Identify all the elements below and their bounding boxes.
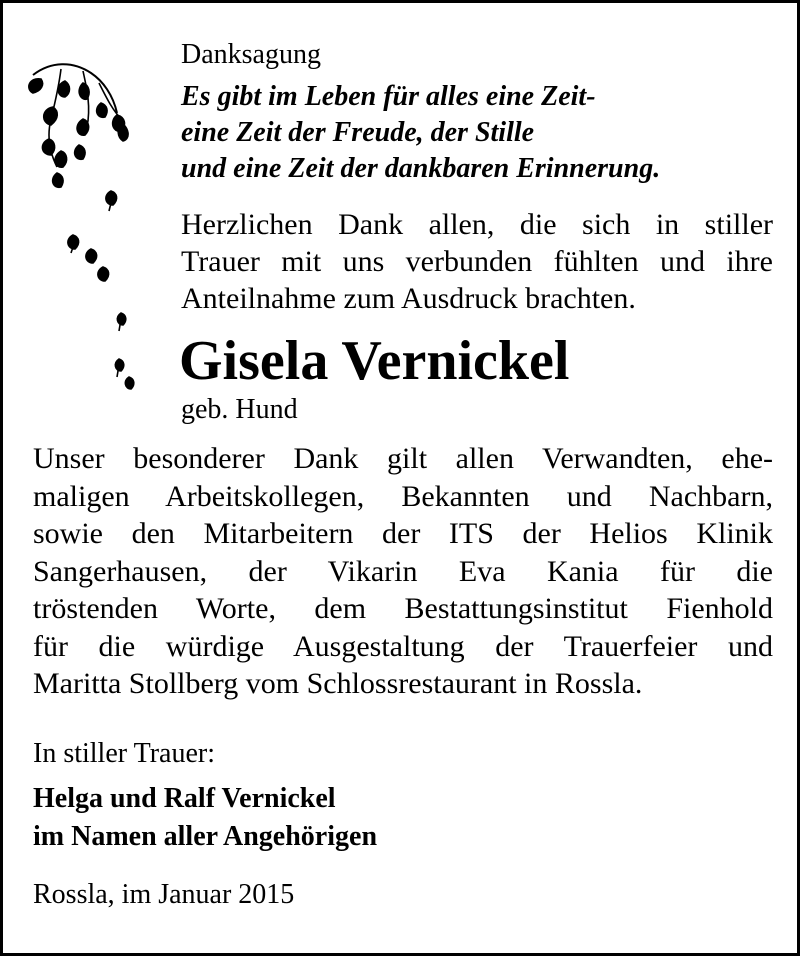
special-thanks-line: für die würdige Ausgestaltung der Trauerfeier und (33, 629, 773, 663)
falling-leaves-icon (21, 55, 161, 405)
thanks-line: Trauer mit uns verbunden fühlten und ihre (181, 245, 773, 278)
mourning-intro: In stiller Trauer: (33, 738, 215, 769)
special-thanks-line: Maritta Stollberg vom Schlossrestaurant in Rossla. (33, 667, 643, 700)
on-behalf-line: im Namen aller Angehörigen (33, 821, 378, 852)
quote-line: Es gibt im Leben für alles eine Zeit- (181, 81, 596, 112)
quote (181, 79, 773, 187)
quote-line: und eine Zeit der dankbaren Erinnerung. (181, 153, 661, 184)
special-thanks-line: Unser besonderer Dank gilt allen Verwandten, ehe- (33, 442, 773, 475)
special-thanks-line: tröstenden Worte, dem Bestattungsinstitut Fienhold (33, 592, 773, 625)
quote-line: eine Zeit der Freude, der Stille (181, 117, 535, 148)
special-thanks-line: Sangerhausen, der Vikarin Eva Kania für die (33, 554, 773, 588)
special-thanks-line: sowie den Mitarbeitern der ITS der Helios Klinik (33, 517, 773, 550)
thanks-line: Herzlichen Dank allen, die sich in stiller (181, 208, 773, 241)
heading: Danksagung (181, 39, 321, 70)
thanks-paragraph (181, 206, 773, 317)
special-thanks-line: maligen Arbeitskollegen, Bekannten und Nachbarn, (33, 479, 773, 513)
birth-name: geb. Hund (181, 394, 298, 425)
signers: Helga und Ralf Vernickel (33, 783, 336, 814)
thanks-line: Anteilnahme zum Ausdruck brachten. (181, 282, 636, 315)
deceased-name: Gisela Vernickel (179, 330, 570, 392)
special-thanks-paragraph (33, 440, 773, 703)
place-date: Rossla, im Januar 2015 (33, 879, 295, 910)
